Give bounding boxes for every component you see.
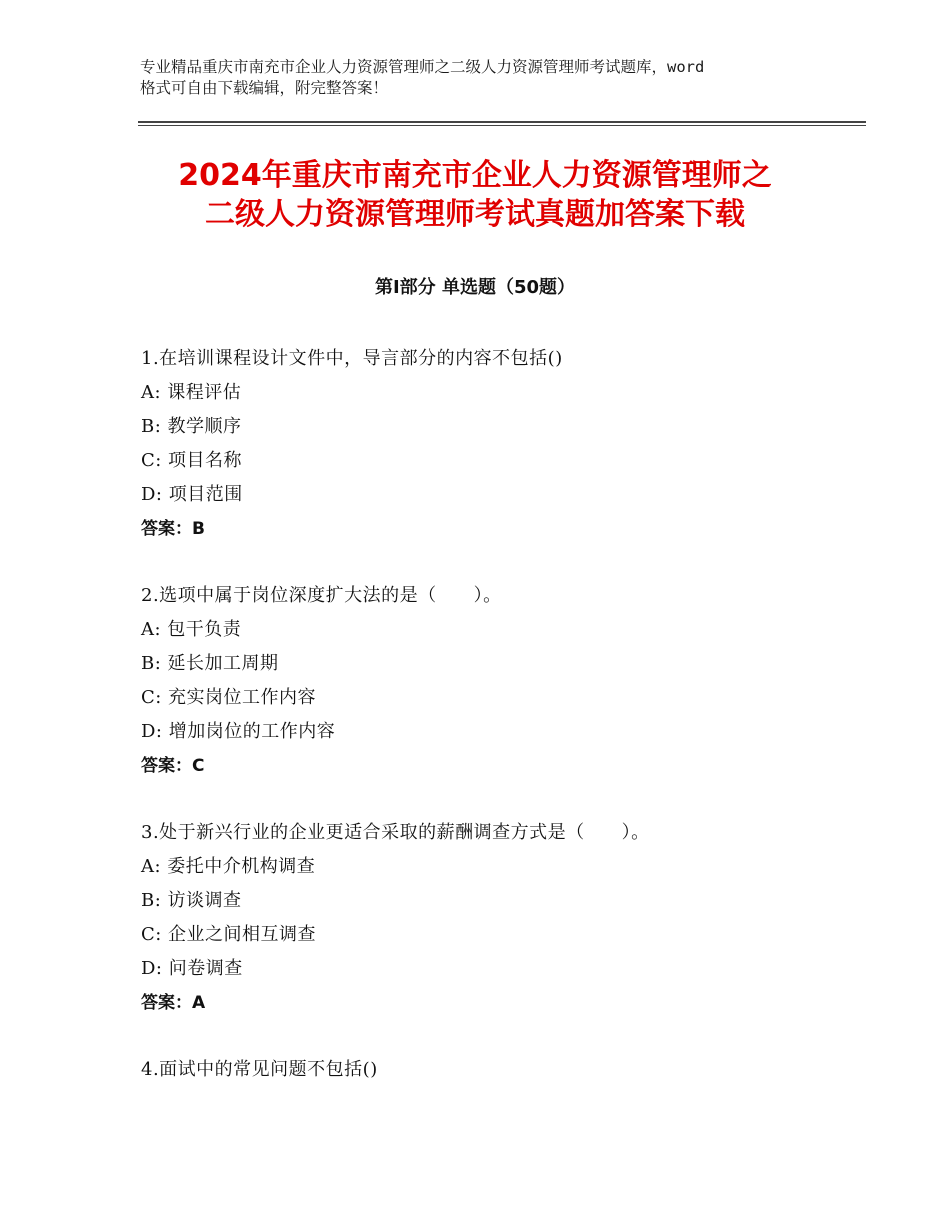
question-stem: 1.在培训课程设计文件中，导言部分的内容不包括() [141,348,563,369]
option-a: A: 委托中介机构调查 [141,856,316,877]
option-c: C: 充实岗位工作内容 [141,687,317,708]
option-d: D: 问卷调查 [141,958,243,979]
document-title-line-1: 2024年重庆市南充市企业人力资源管理师之 [178,158,772,193]
answer-label: 答案：A [141,993,206,1013]
option-d: D: 项目范围 [141,484,243,505]
question-1 [141,342,861,546]
option-c: C: 项目名称 [141,450,243,471]
option-b: B: 访谈调查 [141,890,242,911]
question-4 [141,1053,861,1087]
option-a: A: 课程评估 [141,382,242,403]
question-3 [141,816,861,1020]
option-b: B: 延长加工周期 [141,653,279,674]
document-title [100,156,850,234]
question-stem: 2.选项中属于岗位深度扩大法的是（ ）。 [141,585,502,606]
question-2 [141,579,861,783]
option-b: B: 教学顺序 [141,416,242,437]
answer-label: 答案：B [141,519,205,539]
header-note [140,57,830,99]
question-list [141,342,861,1120]
header-note-line-2: 格式可自由下载编辑，附完整答案！ [140,79,389,97]
question-stem: 3.处于新兴行业的企业更适合采取的薪酬调查方式是（ ）。 [141,822,650,843]
header-divider [138,121,866,126]
question-stem: 4.面试中的常见问题不包括() [141,1059,378,1080]
header-note-line-1: 专业精品重庆市南充市企业人力资源管理师之二级人力资源管理师考试题库，word [140,58,705,76]
option-c: C: 企业之间相互调查 [141,924,317,945]
answer-label: 答案：C [141,756,205,776]
option-d: D: 增加岗位的工作内容 [141,721,336,742]
section-heading: 第Ⅰ部分 单选题（50题） [374,277,575,298]
option-a: A: 包干负责 [141,619,242,640]
document-title-line-2: 二级人力资源管理师考试真题加答案下载 [205,197,745,232]
